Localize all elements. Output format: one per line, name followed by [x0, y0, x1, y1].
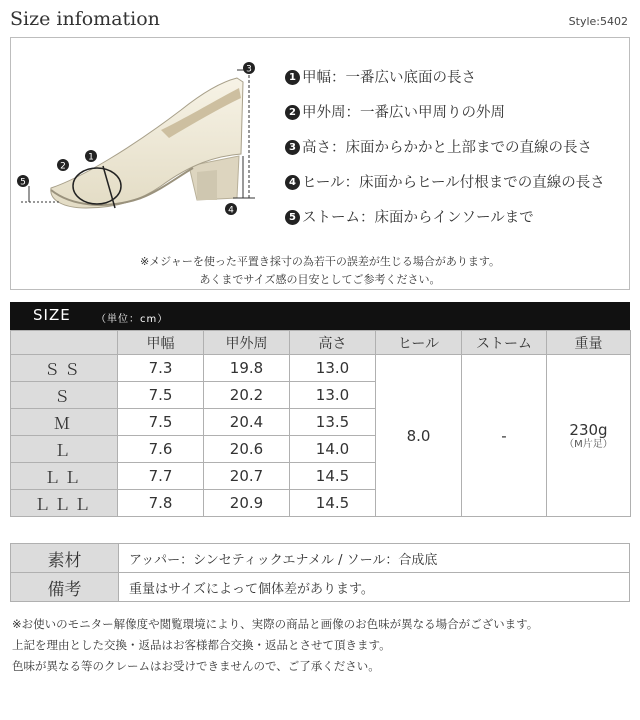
girth-cell: 20.2: [204, 382, 290, 409]
column-header: 重量: [547, 331, 631, 355]
table-header-row: [11, 331, 631, 355]
num-badge: 5: [285, 210, 300, 225]
remarks-label: 備考: [11, 573, 119, 602]
column-header: 高さ: [290, 331, 376, 355]
size-name: ＬＬ: [11, 463, 118, 490]
remarks-value: 重量はサイズによって個体差があります。: [119, 573, 630, 602]
height-cell: 14.5: [290, 490, 376, 517]
width-cell: 7.7: [118, 463, 204, 490]
footnote: 上記を理由とした交換・返品はお客様都合交換・返品とさせて頂きます。: [12, 638, 391, 652]
diagram-label-3: [243, 62, 255, 75]
diagram-label-5: [17, 175, 29, 188]
dimension-text: 甲幅：一番広い底面の長さ: [302, 69, 476, 86]
width-cell: 7.6: [118, 436, 204, 463]
girth-cell: 20.9: [204, 490, 290, 517]
num-badge: 2: [285, 105, 300, 120]
table-row: [11, 355, 631, 382]
header: [0, 0, 640, 36]
column-header: ヒール: [376, 331, 462, 355]
height-cell: 13.0: [290, 355, 376, 382]
width-cell: 7.5: [118, 409, 204, 436]
num-badge: 1: [285, 70, 300, 85]
diagram-label-4: [225, 203, 237, 216]
footnotes: [12, 614, 632, 677]
dimension-text: ストーム：床面からインソールまで: [302, 209, 534, 226]
dimension-item: [285, 60, 630, 95]
page-title: Size infomation: [10, 8, 160, 30]
height-cell: 14.0: [290, 436, 376, 463]
girth-cell: 20.7: [204, 463, 290, 490]
svg-text:5: 5: [20, 177, 26, 188]
column-header: 甲幅: [118, 331, 204, 355]
column-header: ストーム: [462, 331, 547, 355]
dimension-item: [285, 165, 630, 200]
material-value: アッパー：シンセティックエナメル / ソール：合成底: [119, 544, 630, 573]
size-name: ＳＳ: [11, 355, 118, 382]
size-info-panel: [10, 37, 630, 290]
storm-cell: -: [462, 355, 547, 517]
dimension-item: [285, 130, 630, 165]
material-label: 素材: [11, 544, 119, 573]
girth-cell: 19.8: [204, 355, 290, 382]
measurement-note: あくまでサイズ感の目安としてご参考ください。: [199, 273, 441, 286]
corner-cell: [11, 331, 118, 355]
material-row: [11, 544, 630, 573]
dimension-text: 高さ：床面からかかと上部までの直線の長さ: [302, 139, 592, 156]
diagram-label-1: [85, 150, 97, 163]
footnote: 色味が異なる等のクレームはお受けできませんので、ご了承ください。: [12, 659, 380, 673]
column-header: 甲外周: [204, 331, 290, 355]
heel-cell: 8.0: [376, 355, 462, 517]
size-label: SIZE: [33, 306, 71, 324]
footnote: ※お使いのモニター解像度や閲覧環境により、実際の商品と画像のお色味が異なる場合がございます。: [12, 617, 539, 631]
num-badge: 4: [285, 175, 300, 190]
dimension-text: ヒール：床面からヒール付根までの直線の長さ: [302, 174, 605, 191]
size-name: Ｍ: [11, 409, 118, 436]
weight-note: （M片足）: [564, 438, 613, 450]
materials-table: [10, 543, 630, 602]
svg-text:3: 3: [246, 64, 252, 75]
height-cell: 13.0: [290, 382, 376, 409]
width-cell: 7.3: [118, 355, 204, 382]
weight-value: 230g: [569, 420, 608, 439]
width-cell: 7.5: [118, 382, 204, 409]
girth-cell: 20.6: [204, 436, 290, 463]
height-cell: 13.5: [290, 409, 376, 436]
svg-text:1: 1: [88, 152, 94, 163]
size-unit: （単位：cm）: [96, 314, 169, 325]
shoe-diagram: [11, 38, 281, 238]
dimension-item: [285, 200, 630, 235]
size-name: Ｓ: [11, 382, 118, 409]
svg-text:4: 4: [228, 205, 234, 216]
num-badge: 3: [285, 140, 300, 155]
size-table: [10, 330, 631, 517]
width-cell: 7.8: [118, 490, 204, 517]
size-section-bar: [10, 302, 630, 330]
measurement-note: ※メジャーを使った平置き採寸の為若干の誤差が生じる場合があります。: [139, 255, 501, 268]
style-code: Style:5402: [568, 15, 628, 28]
dimension-list: [285, 60, 630, 235]
dimension-text: 甲外周：一番広い甲周りの外周: [302, 104, 505, 121]
heel-side: [197, 170, 217, 200]
height-cell: 14.5: [290, 463, 376, 490]
weight-cell: [547, 355, 631, 517]
size-name: ＬＬＬ: [11, 490, 118, 517]
diagram-label-2: [57, 159, 69, 172]
remarks-row: [11, 573, 630, 602]
dimension-item: [285, 95, 630, 130]
svg-text:2: 2: [60, 161, 66, 172]
size-name: Ｌ: [11, 436, 118, 463]
girth-cell: 20.4: [204, 409, 290, 436]
